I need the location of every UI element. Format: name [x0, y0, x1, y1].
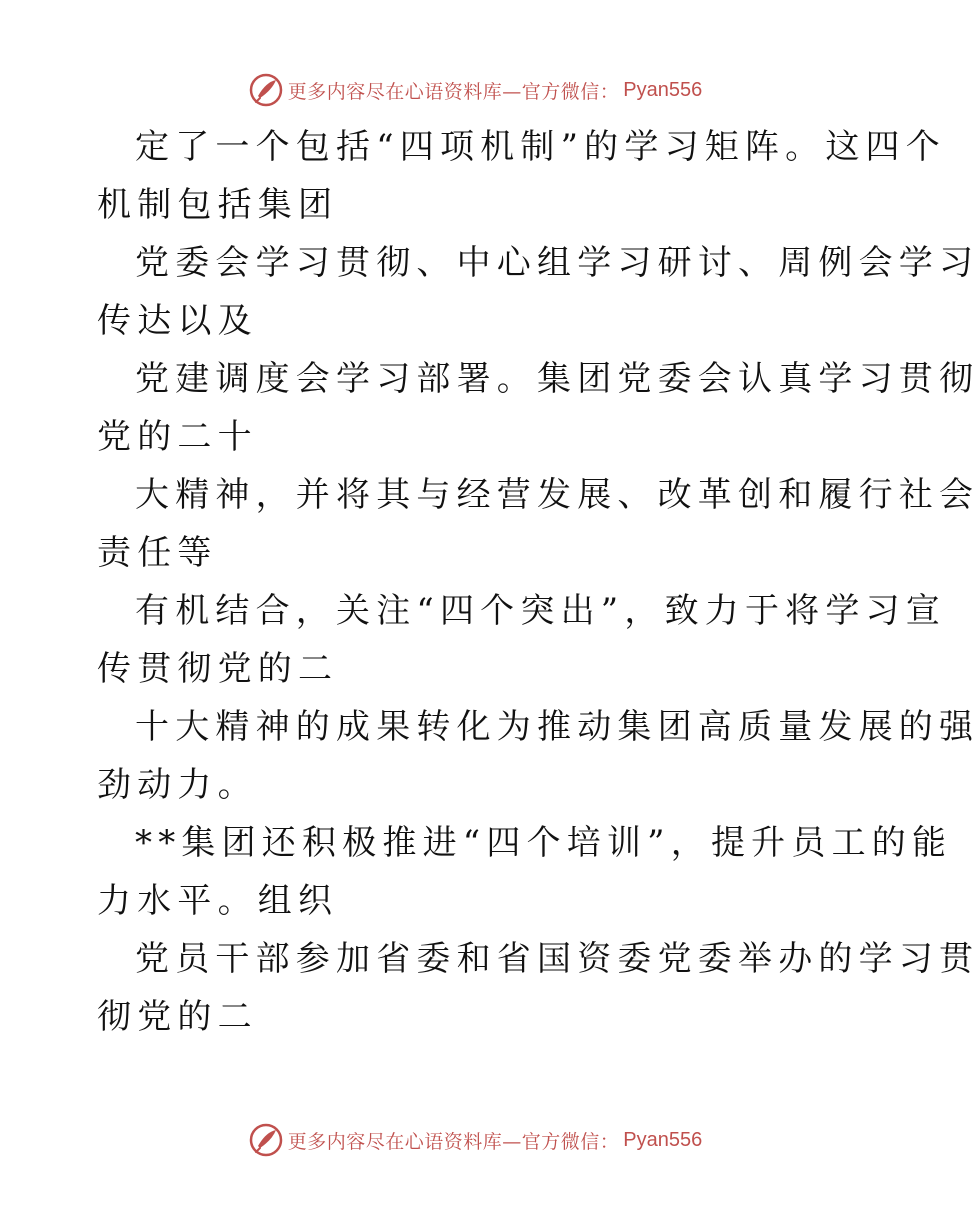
paragraph [97, 814, 953, 930]
pen-logo-icon [248, 1122, 284, 1158]
paragraph [97, 698, 979, 814]
paragraph [97, 118, 946, 234]
banner-text: 更多内容尽在心语资料库—官方微信： [287, 1130, 620, 1153]
paragraph-line: 党的二十 [97, 417, 258, 457]
paragraph-line: 定了一个包括“四项机制”的学习矩阵。这四个 [135, 127, 946, 167]
paragraph-line: 有机结合，关注“四个突出”，致力于将学习宣 [135, 591, 946, 631]
banner-wechat-id: Pyan556 [623, 78, 703, 101]
paragraph-line: 十大精神的成果转化为推动集团高质量发展的强 [135, 707, 979, 747]
paragraph-line: 责任等 [97, 533, 218, 573]
paragraph [97, 930, 979, 1046]
paragraph-line: 大精神，并将其与经营发展、改革创和履行社会 [135, 475, 979, 515]
paragraph-line: 党建调度会学习部署。集团党委会认真学习贯彻 [135, 359, 979, 399]
paragraph [97, 582, 946, 698]
paragraph-line: 力水平。组织 [97, 881, 339, 921]
paragraph-line: **集团还积极推进“四个培训”，提升员工的能 [135, 823, 953, 863]
paragraph-line: 劲动力。 [97, 765, 258, 805]
paragraph-line: 党委会学习贯彻、中心组学习研讨、周例会学习 [135, 243, 979, 283]
pen-logo-icon [248, 72, 284, 108]
paragraph [97, 350, 979, 466]
footer-banner [0, 1120, 950, 1160]
paragraph [97, 234, 979, 350]
paragraph-line: 机制包括集团 [97, 185, 339, 225]
paragraph-line: 彻党的二 [97, 997, 258, 1037]
paragraph-line: 党员干部参加省委和省国资委党委举办的学习贯 [135, 939, 979, 979]
paragraph-line: 传贯彻党的二 [97, 649, 339, 689]
paragraph-line: 传达以及 [97, 301, 258, 341]
banner-wechat-id: Pyan556 [623, 1128, 703, 1151]
banner-text: 更多内容尽在心语资料库—官方微信： [287, 80, 620, 103]
document-body [97, 118, 979, 1046]
header-banner [0, 70, 950, 110]
paragraph [97, 466, 979, 582]
